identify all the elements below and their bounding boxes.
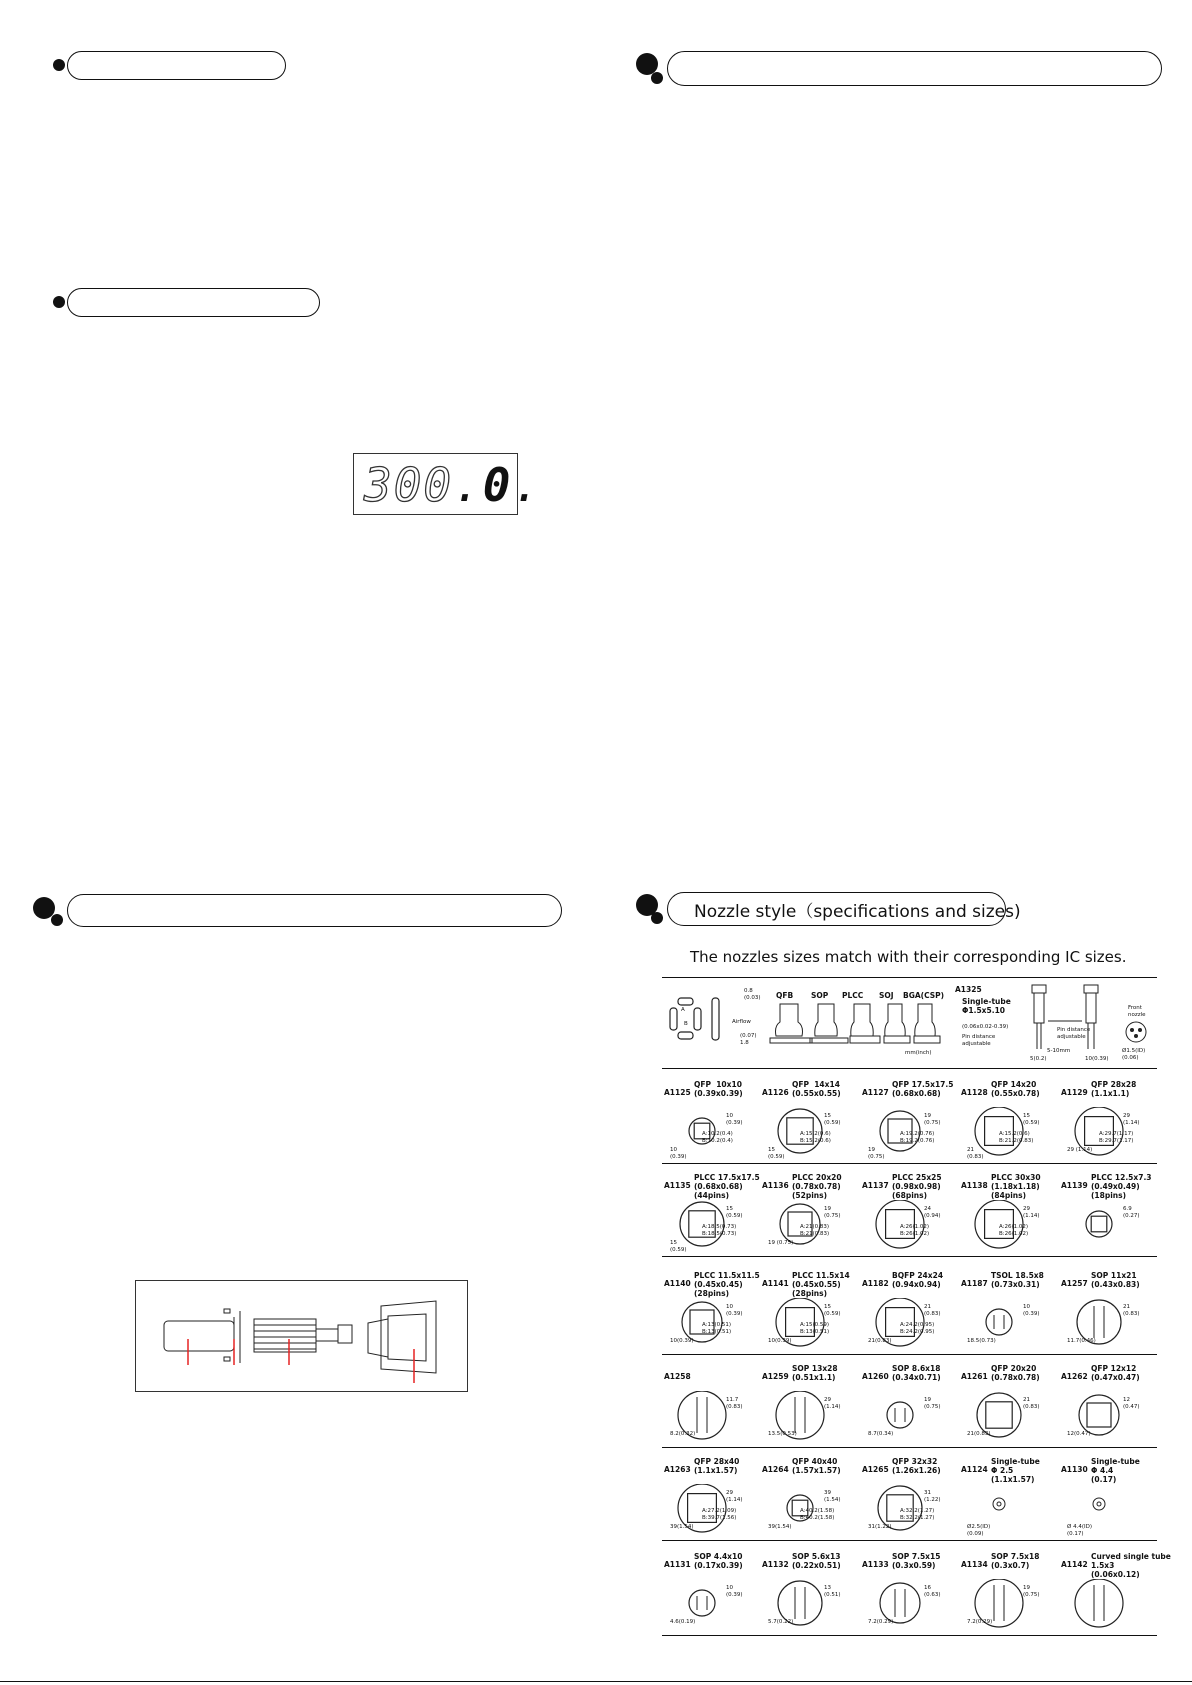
nozzle-code: A1126	[762, 1088, 789, 1097]
nozzle-width-dim: 10(0.39)	[768, 1338, 792, 1344]
nozzle-height-dim: 15 (0.59)	[824, 1113, 841, 1126]
pin-distance-label: Pin distance adjustable	[962, 1034, 996, 1047]
nozzle-height-dim: 10 (0.39)	[1023, 1304, 1040, 1317]
nozzle-code: A1258	[664, 1372, 691, 1381]
airflow-a: A	[681, 1007, 685, 1013]
nozzle-name: QFP 28x40 (1.1x1.57)	[694, 1457, 740, 1475]
type-label: BGA(CSP)	[903, 991, 945, 1000]
nozzle-height-dim: 31 (1.22)	[924, 1490, 941, 1503]
nozzle-height-dim: 6.9 (0.27)	[1123, 1206, 1140, 1219]
nozzle-width-dim: 10(0.39)	[670, 1338, 694, 1344]
nozzle-height-dim: 19 (0.75)	[1023, 1585, 1040, 1598]
type-label: PLCC	[842, 991, 864, 1000]
nozzle-width-dim: 21 (0.83)	[967, 1147, 984, 1160]
nozzle-width-dim: 5.7(0.22)	[768, 1619, 794, 1625]
nozzle-height-dim: 21 (0.83)	[1123, 1304, 1140, 1317]
nozzle-width-dim: 15 (0.59)	[768, 1147, 785, 1160]
nozzle-code: A1125	[664, 1088, 691, 1097]
nozzle-ab-dims: A:26(1.02) B:26(1.02)	[900, 1224, 930, 1237]
nozzle-width-dim: 7.2(0.29)	[868, 1619, 894, 1625]
display-separator: .	[512, 458, 543, 512]
dim-label: 10(0.39)	[1085, 1056, 1109, 1062]
nozzle-code: A1124	[961, 1465, 988, 1474]
nozzle-code: A1142	[1061, 1560, 1088, 1569]
nozzle-code: A1132	[762, 1560, 789, 1569]
nozzle-name: QFP 40x40 (1.57x1.57)	[792, 1457, 841, 1475]
display-dim-digits: 300	[364, 458, 454, 512]
nozzle-name: QFP 32x32 (1.26x1.26)	[892, 1457, 941, 1475]
nozzle-name: QFP 14x14 (0.55x0.55)	[792, 1080, 841, 1098]
nozzle-code: A1130	[1061, 1465, 1088, 1474]
nozzle-ab-dims: A:15.2(0.6) B:15.2(0.6)	[800, 1131, 831, 1144]
front-nozzle-dim: Ø1.5(ID) (0.06)	[1122, 1048, 1146, 1061]
nozzle-height-dim: 15 (0.59)	[824, 1304, 841, 1317]
nozzle-height-dim: 10 (0.39)	[726, 1113, 743, 1126]
chart-rule	[662, 1354, 1157, 1355]
nozzle-code: A1265	[862, 1465, 889, 1474]
nozzle-width-dim: 31(1.22)	[868, 1524, 892, 1530]
nozzle-width-dim: Ø 4.4(ID) (0.17)	[1067, 1524, 1092, 1537]
nozzle-width-dim: 18.5(0.73)	[967, 1338, 996, 1344]
airflow-dim-bottom: (0.07) 1.8	[740, 1033, 757, 1046]
chart-rule	[662, 1068, 1157, 1069]
nozzle-code: A1257	[1061, 1279, 1088, 1288]
nozzle-code: A1262	[1061, 1372, 1088, 1381]
nozzle-name: QFP 20x20 (0.78x0.78)	[991, 1364, 1040, 1382]
nozzle-width-dim: 15 (0.59)	[670, 1240, 687, 1253]
airflow-b: B	[684, 1021, 688, 1027]
nozzle-name: PLCC 11.5x11.5 (0.45x0.45) (28pins)	[694, 1271, 760, 1298]
front-nozzle-label: Front nozzle	[1128, 1005, 1146, 1018]
range-label: 5-10mm	[1047, 1048, 1071, 1054]
nozzle-width-dim: 11.7(0.46)	[1067, 1338, 1096, 1344]
nozzle-code: A1140	[664, 1279, 691, 1288]
nozzle-height-dim: 29 (1.14)	[726, 1490, 743, 1503]
nozzle-height-dim: 11.7 (0.83)	[726, 1397, 743, 1410]
nozzle-ab-dims: A:29.7(1.17) B:29.7(1.17)	[1099, 1131, 1134, 1144]
nozzle-name: PLCC 30x30 (1.18x1.18) (84pins)	[991, 1173, 1041, 1200]
nozzle-width-dim: 39(1.54)	[670, 1524, 694, 1530]
nozzle-ab-dims: A:15(0.59) B:13(0.51)	[800, 1322, 830, 1335]
nozzle-code: A1259	[762, 1372, 789, 1381]
nozzle-name: SOP 8.6x18 (0.34x0.71)	[892, 1364, 941, 1382]
nozzle-width-dim: 4.6(0.19)	[670, 1619, 696, 1625]
airflow-dim-top: 0.8 (0.03)	[744, 988, 761, 1001]
airflow-diagram	[668, 992, 728, 1047]
nozzle-name: PLCC 12.5x7.3 (0.49x0.49) (18pins)	[1091, 1173, 1152, 1200]
nozzle-width-dim: 19 (0.75)	[868, 1147, 885, 1160]
nozzle-code: A1131	[664, 1560, 691, 1569]
nozzle-subtitle: The nozzles sizes match with their corresponding IC sizes.	[690, 948, 1127, 966]
nozzle-code: A1182	[862, 1279, 889, 1288]
nozzle-code: A1187	[961, 1279, 988, 1288]
nozzle-code: A1261	[961, 1372, 988, 1381]
nozzle-code: A1141	[762, 1279, 789, 1288]
nozzle-name: Single-tube Φ 2.5 (1.1x1.57)	[991, 1457, 1040, 1484]
nozzle-code: A1263	[664, 1465, 691, 1474]
nozzle-name: QFP 10x10 (0.39x0.39)	[694, 1080, 743, 1098]
nozzle-height-dim: 15 (0.59)	[726, 1206, 743, 1219]
nozzle-type-shapes	[766, 1002, 946, 1050]
nozzle-height-dim: 19 (0.75)	[924, 1397, 941, 1410]
nozzle-name: Single-tube Φ 4.4 (0.17)	[1091, 1457, 1140, 1484]
nozzle-code: A1260	[862, 1372, 889, 1381]
nozzle-name: PLCC 20x20 (0.78x0.78) (52pins)	[792, 1173, 842, 1200]
nozzle-height-dim: 29 (1.14)	[1023, 1206, 1040, 1219]
nozzle-name: BQFP 24x24 (0.94x0.94)	[892, 1271, 944, 1289]
nozzle-ab-dims: A:26(1.02) B:26(1.02)	[999, 1224, 1029, 1237]
nozzle-name: QFP 12x12 (0.47x0.47)	[1091, 1364, 1140, 1382]
nozzle-height-dim: 13 (0.51)	[824, 1585, 841, 1598]
nozzle-height-dim: 19 (0.75)	[824, 1206, 841, 1219]
nozzle-ab-dims: A:27.2(1.09) B:39.7(1.56)	[702, 1508, 737, 1521]
page-bottom-rule	[0, 1681, 1192, 1682]
chart-rule	[662, 1256, 1157, 1257]
nozzle-name: QFP 17.5x17.5 (0.68x0.68)	[892, 1080, 954, 1098]
nozzle-width-dim: 8.7(0.34)	[868, 1431, 894, 1437]
chart-rule	[662, 1163, 1157, 1164]
nozzle-ab-dims: A:32.2(1.27) B:32.2(1.27)	[900, 1508, 935, 1521]
nozzle-code: A1133	[862, 1560, 889, 1569]
nozzle-shape	[1069, 1579, 1139, 1629]
nozzle-code: A1138	[961, 1181, 988, 1190]
chart-rule	[662, 977, 1157, 978]
nozzle-height-dim: 39 (1.54)	[824, 1490, 841, 1503]
nozzle-name: PLCC 17.5x17.5 (0.68x0.68) (44pins)	[694, 1173, 760, 1200]
nozzle-height-dim: 21 (0.83)	[924, 1304, 941, 1317]
nozzle-ab-dims: A:18.5(0.73) B:18.5(0.73)	[702, 1224, 737, 1237]
airflow-label: Airflow	[732, 1019, 751, 1025]
nozzle-name: SOP 5.6x13 (0.22x0.51)	[792, 1552, 841, 1570]
nozzle-name: SOP 4.4x10 (0.17x0.39)	[694, 1552, 743, 1570]
nozzle-height-dim: 10 (0.39)	[726, 1304, 743, 1317]
nozzle-ab-dims: A:19.2(0.76) B:19.2(0.76)	[900, 1131, 935, 1144]
nozzle-code: A1134	[961, 1560, 988, 1569]
nozzle-code: A1137	[862, 1181, 889, 1190]
nozzle-code: A1139	[1061, 1181, 1088, 1190]
nozzle-ab-dims: A:21(0.83) B:21(0.83)	[800, 1224, 830, 1237]
single-tube-label: Single-tube Φ1.5x5.10	[962, 997, 1011, 1015]
nozzle-height-dim: 16 (0.63)	[924, 1585, 941, 1598]
nozzle-name: TSOL 18.5x8 (0.73x0.31)	[991, 1271, 1044, 1289]
nozzle-code: A1325	[955, 985, 982, 994]
front-nozzle-icon	[1124, 1020, 1148, 1044]
nozzle-width-dim: 7.2(0.29)	[967, 1619, 993, 1625]
display-separator: .	[453, 458, 483, 512]
type-label: SOJ	[879, 991, 894, 1000]
nozzle-height-dim: 10 (0.39)	[726, 1585, 743, 1598]
nozzle-ab-dims: A:10.2(0.4) B:10.2(0.4)	[702, 1131, 733, 1144]
nozzle-name: SOP 7.5x15 (0.3x0.59)	[892, 1552, 941, 1570]
nozzle-code: A1128	[961, 1088, 988, 1097]
single-tube-inch: (0.06x0.02-0.39)	[962, 1024, 1009, 1030]
nozzle-code: A1135	[664, 1181, 691, 1190]
nozzle-name: PLCC 25x25 (0.98x0.98) (68pins)	[892, 1173, 942, 1200]
pin-distance-label: Pin distance adjustable	[1057, 1027, 1091, 1040]
nozzle-height-dim: 12 (0.47)	[1123, 1397, 1140, 1410]
nozzle-code: A1264	[762, 1465, 789, 1474]
pin-distance-drawing	[1030, 983, 1110, 1053]
nozzle-width-dim: 19 (0.75)	[768, 1240, 794, 1246]
unit-label: mm(inch)	[905, 1050, 932, 1056]
nozzle-width-dim: 21(0.83)	[967, 1431, 991, 1437]
nozzle-height-dim: 24 (0.94)	[924, 1206, 941, 1219]
nozzle-ab-dims: A:24.2(0.95) B:24.2(0.95)	[900, 1322, 935, 1335]
type-label: QFB	[776, 991, 794, 1000]
nozzle-name: QFP 14x20 (0.55x0.78)	[991, 1080, 1040, 1098]
nozzle-width-dim: 13.5(0.53)	[768, 1431, 797, 1437]
nozzle-width-dim: 10 (0.39)	[670, 1147, 687, 1160]
display-lit-digit: 0	[482, 458, 513, 512]
nozzle-height-dim: 29 (1.14)	[1123, 1113, 1140, 1126]
dim-label: 5(0.2)	[1030, 1056, 1047, 1062]
nozzle-height-dim: 19 (0.75)	[924, 1113, 941, 1126]
section-title: Nozzle style（specifications and sizes)	[694, 902, 1021, 922]
chart-rule	[662, 1635, 1157, 1636]
nozzle-width-dim: 39(1.54)	[768, 1524, 792, 1530]
nozzle-width-dim: 21(0.83)	[868, 1338, 892, 1344]
nozzle-name: SOP 13x28 (0.51x1.1)	[792, 1364, 838, 1382]
nozzle-height-dim: 21 (0.83)	[1023, 1397, 1040, 1410]
nozzle-width-dim: 12(0.47)	[1067, 1431, 1091, 1437]
nozzle-height-dim: 15 (0.59)	[1023, 1113, 1040, 1126]
nozzle-ab-dims: A:40.2(1.58) B:40.2(1.58)	[800, 1508, 835, 1521]
nozzle-name: SOP 11x21 (0.43x0.83)	[1091, 1271, 1140, 1289]
nozzle-name: SOP 7.5x18 (0.3x0.7)	[991, 1552, 1040, 1570]
nozzle-ab-dims: A:13(0.51) B:13(0.51)	[702, 1322, 732, 1335]
nozzle-height-dim: 29 (1.14)	[824, 1397, 841, 1410]
nozzle-name: Curved single tube 1.5x3 (0.06x0.12)	[1091, 1552, 1171, 1579]
nozzle-code: A1129	[1061, 1088, 1088, 1097]
nozzle-name: PLCC 11.5x14 (0.45x0.55) (28pins)	[792, 1271, 850, 1298]
type-label: SOP	[811, 991, 829, 1000]
nozzle-width-dim: 8.2(0.32)	[670, 1431, 696, 1437]
nozzle-code: A1127	[862, 1088, 889, 1097]
chart-rule	[662, 1540, 1157, 1541]
nozzle-width-dim: 29 (1.14)	[1067, 1147, 1093, 1153]
chart-rule	[662, 1447, 1157, 1448]
nozzle-code: A1136	[762, 1181, 789, 1190]
nozzle-name: QFP 28x28 (1.1x1.1)	[1091, 1080, 1137, 1098]
nozzle-ab-dims: A:15.2(0.6) B:21.2(0.83)	[999, 1131, 1034, 1144]
nozzle-width-dim: Ø2.5(ID) (0.09)	[967, 1524, 991, 1537]
